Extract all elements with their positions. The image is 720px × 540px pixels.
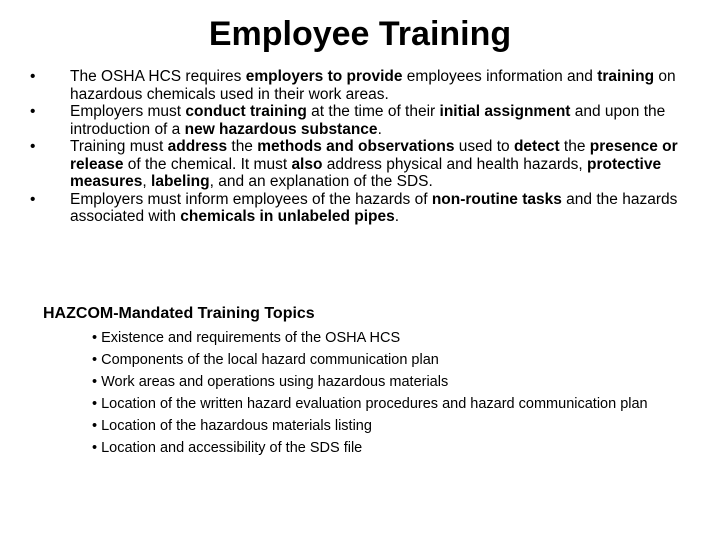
topic-item: • Location of the hazardous materials listing <box>92 418 372 434</box>
text: employees information and <box>402 68 598 85</box>
slide-title: Employee Training <box>208 15 512 53</box>
text: The OSHA HCS requires <box>70 68 246 85</box>
bold-text: labeling <box>151 173 210 190</box>
text: . <box>377 120 382 138</box>
topic-item: • Location of the written hazard evaluation procedures and hazard communication plan <box>92 396 648 412</box>
topic-list <box>92 330 652 462</box>
bullet-dot: • <box>30 103 36 120</box>
text: address physical and health hazards, <box>322 155 587 173</box>
text: at the time of their <box>306 103 440 120</box>
text: of the chemical. It must <box>123 155 292 173</box>
text: and the hazards associated with <box>70 190 678 225</box>
bullet-dot: • <box>30 138 36 155</box>
text: and upon the introduction of a <box>70 103 666 138</box>
text: Employers must inform employees of the hazards of <box>70 190 432 208</box>
topic-item: • Work areas and operations using hazardous materials <box>92 374 449 390</box>
text: Employers must <box>70 103 186 120</box>
bullet-item <box>30 138 680 191</box>
bullet-item <box>30 68 680 103</box>
bold-text: protective measures <box>70 155 662 190</box>
bold-text: initial assignment <box>439 103 571 120</box>
bullet-item <box>30 191 680 226</box>
bold-text: presence or release <box>70 138 678 173</box>
text: used to <box>454 138 514 155</box>
bold-text: conduct training <box>185 103 307 120</box>
text: Training must <box>70 138 168 155</box>
topic-item: • Existence and requirements of the OSHA HCS <box>92 330 401 346</box>
bullet-list <box>30 68 680 226</box>
bold-text: non-routine tasks <box>431 190 562 208</box>
bold-text: employers to provide <box>245 68 403 85</box>
bold-text: also <box>291 155 323 173</box>
bullet-dot: • <box>30 68 36 85</box>
bold-text: detect <box>513 138 560 155</box>
topic-item: • Components of the local hazard communication plan <box>92 352 439 368</box>
text: , and an explanation of the SDS. <box>209 173 433 190</box>
section-title: HAZCOM-Mandated Training Topics <box>43 305 315 322</box>
bullet-dot: • <box>30 190 36 208</box>
text: the <box>227 138 258 155</box>
bold-text: address <box>167 138 228 155</box>
bold-text: methods and observations <box>257 138 455 155</box>
text: . <box>394 208 400 225</box>
bold-text: chemicals in unlabeled pipes <box>180 208 395 225</box>
bullet-item <box>30 103 680 138</box>
text: , <box>142 173 152 190</box>
topic-item: • Location and accessibility of the SDS file <box>92 440 363 456</box>
bold-text: new hazardous substance <box>184 120 378 138</box>
text: the <box>559 138 590 155</box>
bold-text: training <box>597 68 655 85</box>
text: on hazardous chemicals used in their work areas. <box>70 68 676 103</box>
